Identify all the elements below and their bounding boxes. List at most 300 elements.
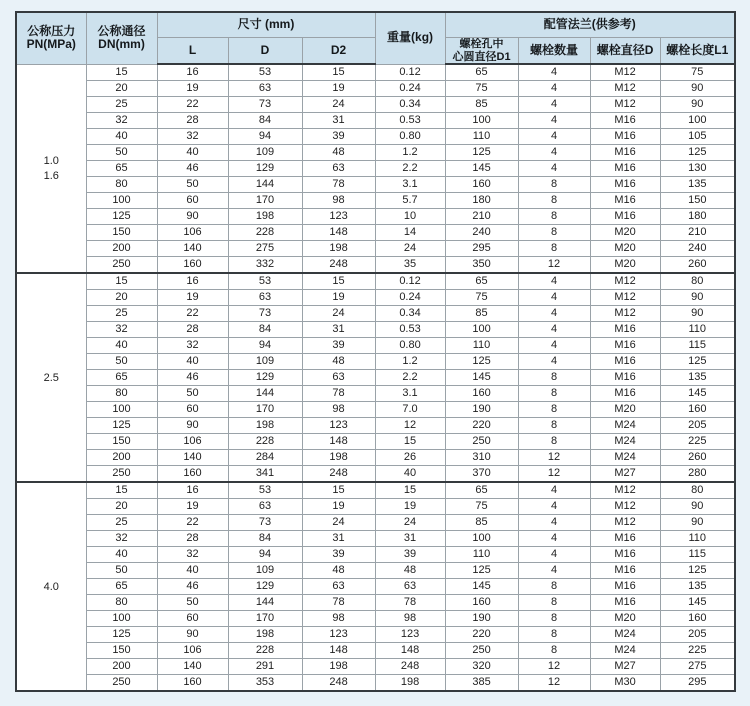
- cell-bolt-circle-d1: 75: [445, 81, 518, 97]
- cell-bolt-circle-d1: 160: [445, 177, 518, 193]
- cell-bolt-len: 135: [660, 177, 735, 193]
- cell-bolt-len: 280: [660, 466, 735, 483]
- cell-weight: 0.80: [375, 129, 445, 145]
- cell-bolt-dia: M12: [590, 499, 660, 515]
- cell-weight: 0.12: [375, 273, 445, 290]
- cell-d2: 63: [302, 579, 375, 595]
- col-header-weight: 重量(kg): [375, 12, 445, 64]
- col-group-flange: 配管法兰(供参考): [445, 12, 735, 38]
- cell-bolt-circle-d1: 320: [445, 659, 518, 675]
- cell-dn: 250: [86, 675, 157, 692]
- cell-weight: 5.7: [375, 193, 445, 209]
- cell-d: 144: [228, 177, 302, 193]
- cell-bolt-len: 145: [660, 386, 735, 402]
- cell-d: 228: [228, 434, 302, 450]
- cell-d2: 98: [302, 402, 375, 418]
- cell-d: 94: [228, 338, 302, 354]
- cell-bolt-qty: 12: [518, 466, 590, 483]
- cell-l: 28: [157, 322, 228, 338]
- cell-dn: 125: [86, 418, 157, 434]
- cell-bolt-len: 125: [660, 563, 735, 579]
- cell-bolt-dia: M12: [590, 515, 660, 531]
- cell-bolt-circle-d1: 350: [445, 257, 518, 274]
- cell-d: 170: [228, 193, 302, 209]
- pressure-group-cell: [16, 482, 86, 691]
- cell-bolt-dia: M24: [590, 450, 660, 466]
- cell-bolt-qty: 12: [518, 450, 590, 466]
- cell-d: 53: [228, 482, 302, 499]
- cell-bolt-dia: M12: [590, 97, 660, 113]
- cell-dn: 15: [86, 64, 157, 81]
- cell-weight: 0.12: [375, 64, 445, 81]
- cell-bolt-qty: 8: [518, 177, 590, 193]
- cell-d2: 24: [302, 515, 375, 531]
- table-row: [16, 531, 735, 547]
- col-header-d: D: [228, 38, 302, 65]
- cell-dn: 200: [86, 450, 157, 466]
- cell-d2: 48: [302, 563, 375, 579]
- cell-bolt-circle-d1: 220: [445, 418, 518, 434]
- cell-l: 16: [157, 273, 228, 290]
- col-header-bolt-circle-d1-line1: 螺栓孔中: [459, 38, 504, 50]
- cell-weight: 40: [375, 466, 445, 483]
- cell-weight: 0.53: [375, 113, 445, 129]
- cell-bolt-dia: M24: [590, 627, 660, 643]
- col-header-l: L: [157, 38, 228, 65]
- table-row: [16, 97, 735, 113]
- cell-bolt-circle-d1: 100: [445, 113, 518, 129]
- cell-weight: 2.2: [375, 161, 445, 177]
- table-row: [16, 482, 735, 499]
- cell-weight: 10: [375, 209, 445, 225]
- cell-bolt-circle-d1: 250: [445, 434, 518, 450]
- cell-dn: 32: [86, 531, 157, 547]
- cell-bolt-circle-d1: 145: [445, 370, 518, 386]
- cell-bolt-dia: M12: [590, 290, 660, 306]
- cell-bolt-circle-d1: 370: [445, 466, 518, 483]
- cell-l: 46: [157, 579, 228, 595]
- cell-bolt-qty: 4: [518, 547, 590, 563]
- cell-l: 22: [157, 306, 228, 322]
- cell-d: 63: [228, 499, 302, 515]
- cell-dn: 32: [86, 322, 157, 338]
- cell-bolt-circle-d1: 250: [445, 643, 518, 659]
- pressure-value: 4.0: [43, 580, 59, 593]
- cell-bolt-dia: M24: [590, 434, 660, 450]
- cell-weight: 24: [375, 515, 445, 531]
- cell-dn: 80: [86, 595, 157, 611]
- cell-bolt-circle-d1: 310: [445, 450, 518, 466]
- cell-bolt-len: 210: [660, 225, 735, 241]
- table-row: [16, 627, 735, 643]
- cell-d: 129: [228, 161, 302, 177]
- cell-d: 129: [228, 370, 302, 386]
- cell-dn: 125: [86, 209, 157, 225]
- cell-bolt-qty: 4: [518, 290, 590, 306]
- pressure-value: 1.6: [43, 169, 59, 182]
- cell-d: 63: [228, 290, 302, 306]
- cell-bolt-dia: M20: [590, 241, 660, 257]
- cell-weight: 123: [375, 627, 445, 643]
- cell-bolt-len: 125: [660, 354, 735, 370]
- cell-dn: 80: [86, 386, 157, 402]
- cell-dn: 200: [86, 659, 157, 675]
- cell-d: 84: [228, 322, 302, 338]
- cell-bolt-len: 90: [660, 306, 735, 322]
- cell-bolt-dia: M16: [590, 177, 660, 193]
- cell-dn: 50: [86, 354, 157, 370]
- cell-d2: 15: [302, 482, 375, 499]
- cell-d2: 19: [302, 290, 375, 306]
- cell-bolt-len: 150: [660, 193, 735, 209]
- table-row: [16, 322, 735, 338]
- cell-bolt-dia: M27: [590, 659, 660, 675]
- table-row: [16, 659, 735, 675]
- table-row: [16, 547, 735, 563]
- cell-bolt-len: 125: [660, 145, 735, 161]
- cell-bolt-len: 80: [660, 273, 735, 290]
- cell-bolt-len: 90: [660, 515, 735, 531]
- cell-d2: 48: [302, 145, 375, 161]
- table-row: [16, 611, 735, 627]
- cell-d2: 198: [302, 241, 375, 257]
- cell-dn: 40: [86, 547, 157, 563]
- cell-l: 106: [157, 434, 228, 450]
- table-row: [16, 402, 735, 418]
- cell-d: 228: [228, 643, 302, 659]
- cell-l: 46: [157, 370, 228, 386]
- cell-d: 144: [228, 386, 302, 402]
- cell-weight: 78: [375, 595, 445, 611]
- cell-bolt-circle-d1: 220: [445, 627, 518, 643]
- cell-bolt-circle-d1: 145: [445, 579, 518, 595]
- cell-bolt-qty: 4: [518, 563, 590, 579]
- cell-l: 40: [157, 145, 228, 161]
- table-row: [16, 241, 735, 257]
- cell-l: 19: [157, 290, 228, 306]
- cell-bolt-circle-d1: 75: [445, 290, 518, 306]
- cell-dn: 20: [86, 499, 157, 515]
- cell-bolt-qty: 4: [518, 531, 590, 547]
- cell-l: 28: [157, 113, 228, 129]
- cell-weight: 15: [375, 482, 445, 499]
- cell-l: 32: [157, 129, 228, 145]
- cell-bolt-qty: 4: [518, 499, 590, 515]
- cell-bolt-qty: 8: [518, 402, 590, 418]
- cell-bolt-dia: M16: [590, 386, 660, 402]
- col-header-diameter: [86, 12, 157, 64]
- cell-l: 22: [157, 97, 228, 113]
- cell-d: 73: [228, 97, 302, 113]
- cell-d2: 48: [302, 354, 375, 370]
- table-row: [16, 161, 735, 177]
- cell-bolt-qty: 4: [518, 161, 590, 177]
- cell-bolt-qty: 4: [518, 338, 590, 354]
- cell-bolt-dia: M16: [590, 354, 660, 370]
- cell-bolt-dia: M16: [590, 370, 660, 386]
- cell-bolt-dia: M30: [590, 675, 660, 692]
- cell-dn: 150: [86, 434, 157, 450]
- cell-d: 275: [228, 241, 302, 257]
- cell-bolt-dia: M16: [590, 161, 660, 177]
- cell-d2: 63: [302, 370, 375, 386]
- cell-l: 50: [157, 386, 228, 402]
- cell-bolt-len: 90: [660, 499, 735, 515]
- cell-bolt-qty: 4: [518, 64, 590, 81]
- cell-weight: 24: [375, 241, 445, 257]
- cell-bolt-circle-d1: 65: [445, 482, 518, 499]
- cell-d: 84: [228, 531, 302, 547]
- cell-bolt-circle-d1: 240: [445, 225, 518, 241]
- cell-l: 32: [157, 547, 228, 563]
- pressure-value: 2.5: [43, 371, 59, 384]
- cell-bolt-len: 90: [660, 290, 735, 306]
- table-row: [16, 515, 735, 531]
- cell-weight: 148: [375, 643, 445, 659]
- cell-d2: 198: [302, 450, 375, 466]
- cell-bolt-qty: 8: [518, 611, 590, 627]
- cell-dn: 100: [86, 611, 157, 627]
- cell-bolt-circle-d1: 75: [445, 499, 518, 515]
- table-row: [16, 563, 735, 579]
- cell-weight: 0.24: [375, 81, 445, 97]
- cell-dn: 25: [86, 306, 157, 322]
- cell-d: 63: [228, 81, 302, 97]
- cell-d2: 98: [302, 193, 375, 209]
- cell-bolt-len: 225: [660, 643, 735, 659]
- cell-d2: 78: [302, 595, 375, 611]
- cell-l: 50: [157, 177, 228, 193]
- cell-bolt-dia: M16: [590, 579, 660, 595]
- cell-l: 140: [157, 450, 228, 466]
- cell-bolt-len: 275: [660, 659, 735, 675]
- table-row: [16, 386, 735, 402]
- col-header-d2: D2: [302, 38, 375, 65]
- cell-d2: 31: [302, 113, 375, 129]
- cell-l: 60: [157, 611, 228, 627]
- cell-bolt-circle-d1: 180: [445, 193, 518, 209]
- cell-bolt-len: 100: [660, 113, 735, 129]
- cell-l: 50: [157, 595, 228, 611]
- cell-bolt-len: 135: [660, 579, 735, 595]
- cell-d2: 148: [302, 434, 375, 450]
- cell-bolt-circle-d1: 110: [445, 129, 518, 145]
- cell-bolt-dia: M16: [590, 595, 660, 611]
- table-row: [16, 466, 735, 483]
- cell-bolt-circle-d1: 190: [445, 402, 518, 418]
- cell-bolt-dia: M16: [590, 209, 660, 225]
- table-row: [16, 338, 735, 354]
- cell-bolt-dia: M16: [590, 113, 660, 129]
- cell-bolt-qty: 4: [518, 322, 590, 338]
- cell-bolt-qty: 8: [518, 643, 590, 659]
- cell-bolt-len: 160: [660, 402, 735, 418]
- cell-d2: 24: [302, 306, 375, 322]
- col-header-pressure: [16, 12, 86, 64]
- cell-dn: 65: [86, 579, 157, 595]
- cell-bolt-qty: 8: [518, 241, 590, 257]
- cell-bolt-len: 80: [660, 482, 735, 499]
- cell-bolt-circle-d1: 295: [445, 241, 518, 257]
- cell-d: 53: [228, 64, 302, 81]
- col-header-bolt-len: 螺栓长度L1: [660, 38, 735, 65]
- col-header-diameter-unit: DN(mm): [98, 37, 145, 52]
- col-group-size: 尺寸 (mm): [157, 12, 375, 38]
- cell-bolt-len: 115: [660, 547, 735, 563]
- cell-d2: 248: [302, 257, 375, 274]
- cell-l: 160: [157, 675, 228, 692]
- cell-bolt-qty: 8: [518, 225, 590, 241]
- cell-bolt-len: 115: [660, 338, 735, 354]
- cell-l: 40: [157, 354, 228, 370]
- cell-dn: 50: [86, 563, 157, 579]
- col-header-bolt-circle-d1: [445, 38, 518, 65]
- col-header-pressure-cn: 公称压力: [27, 23, 76, 38]
- cell-dn: 250: [86, 466, 157, 483]
- cell-dn: 100: [86, 193, 157, 209]
- cell-bolt-qty: 8: [518, 418, 590, 434]
- cell-d: 94: [228, 547, 302, 563]
- cell-d2: 39: [302, 129, 375, 145]
- cell-d2: 19: [302, 499, 375, 515]
- cell-bolt-circle-d1: 385: [445, 675, 518, 692]
- cell-dn: 150: [86, 643, 157, 659]
- cell-d: 198: [228, 627, 302, 643]
- cell-weight: 0.34: [375, 306, 445, 322]
- cell-d: 170: [228, 611, 302, 627]
- cell-bolt-qty: 8: [518, 386, 590, 402]
- cell-d: 109: [228, 145, 302, 161]
- cell-weight: 12: [375, 418, 445, 434]
- cell-bolt-qty: 4: [518, 273, 590, 290]
- cell-dn: 250: [86, 257, 157, 274]
- cell-bolt-len: 110: [660, 322, 735, 338]
- cell-bolt-dia: M12: [590, 273, 660, 290]
- cell-bolt-circle-d1: 65: [445, 273, 518, 290]
- cell-weight: 0.24: [375, 290, 445, 306]
- cell-bolt-dia: M20: [590, 402, 660, 418]
- cell-weight: 39: [375, 547, 445, 563]
- col-header-bolt-dia: 螺栓直径D: [590, 38, 660, 65]
- cell-bolt-circle-d1: 160: [445, 595, 518, 611]
- cell-d2: 198: [302, 659, 375, 675]
- cell-bolt-qty: 4: [518, 97, 590, 113]
- cell-bolt-qty: 4: [518, 306, 590, 322]
- cell-dn: 50: [86, 145, 157, 161]
- table-row: [16, 209, 735, 225]
- cell-d2: 148: [302, 643, 375, 659]
- cell-bolt-len: 130: [660, 161, 735, 177]
- cell-d2: 19: [302, 81, 375, 97]
- cell-bolt-dia: M12: [590, 482, 660, 499]
- cell-dn: 15: [86, 273, 157, 290]
- cell-d2: 123: [302, 627, 375, 643]
- cell-weight: 63: [375, 579, 445, 595]
- table-row: [16, 257, 735, 274]
- cell-weight: 14: [375, 225, 445, 241]
- cell-l: 140: [157, 241, 228, 257]
- cell-bolt-len: 75: [660, 64, 735, 81]
- cell-d2: 78: [302, 386, 375, 402]
- cell-bolt-len: 90: [660, 81, 735, 97]
- cell-bolt-circle-d1: 100: [445, 322, 518, 338]
- cell-l: 19: [157, 81, 228, 97]
- spec-table: [15, 11, 736, 692]
- cell-d2: 123: [302, 418, 375, 434]
- cell-d: 198: [228, 418, 302, 434]
- cell-bolt-dia: M20: [590, 611, 660, 627]
- cell-bolt-dia: M16: [590, 563, 660, 579]
- cell-d2: 15: [302, 64, 375, 81]
- cell-bolt-len: 260: [660, 450, 735, 466]
- cell-d: 73: [228, 306, 302, 322]
- cell-l: 106: [157, 225, 228, 241]
- cell-bolt-circle-d1: 190: [445, 611, 518, 627]
- cell-l: 16: [157, 482, 228, 499]
- cell-bolt-qty: 8: [518, 370, 590, 386]
- cell-weight: 3.1: [375, 177, 445, 193]
- cell-bolt-circle-d1: 85: [445, 515, 518, 531]
- cell-dn: 25: [86, 97, 157, 113]
- cell-l: 22: [157, 515, 228, 531]
- table-row: [16, 225, 735, 241]
- cell-bolt-dia: M16: [590, 322, 660, 338]
- cell-d: 291: [228, 659, 302, 675]
- cell-dn: 15: [86, 482, 157, 499]
- cell-bolt-qty: 8: [518, 193, 590, 209]
- cell-l: 106: [157, 643, 228, 659]
- cell-weight: 26: [375, 450, 445, 466]
- table-row: [16, 290, 735, 306]
- cell-weight: 0.53: [375, 322, 445, 338]
- cell-bolt-len: 225: [660, 434, 735, 450]
- cell-bolt-len: 145: [660, 595, 735, 611]
- table-row: [16, 354, 735, 370]
- cell-bolt-circle-d1: 110: [445, 338, 518, 354]
- cell-l: 28: [157, 531, 228, 547]
- spec-table-body: [16, 64, 735, 691]
- cell-d: 53: [228, 273, 302, 290]
- cell-bolt-qty: 4: [518, 81, 590, 97]
- cell-bolt-qty: 8: [518, 627, 590, 643]
- cell-dn: 20: [86, 81, 157, 97]
- cell-bolt-qty: 8: [518, 595, 590, 611]
- cell-bolt-circle-d1: 125: [445, 145, 518, 161]
- cell-bolt-len: 135: [660, 370, 735, 386]
- cell-l: 90: [157, 209, 228, 225]
- col-header-bolt-circle-d1-line2: 心圆直径D1: [452, 50, 511, 63]
- cell-bolt-circle-d1: 125: [445, 563, 518, 579]
- cell-weight: 1.2: [375, 354, 445, 370]
- cell-bolt-len: 180: [660, 209, 735, 225]
- cell-d2: 39: [302, 338, 375, 354]
- cell-weight: 248: [375, 659, 445, 675]
- table-row: [16, 418, 735, 434]
- cell-dn: 80: [86, 177, 157, 193]
- cell-weight: 3.1: [375, 386, 445, 402]
- cell-dn: 100: [86, 402, 157, 418]
- cell-bolt-qty: 4: [518, 482, 590, 499]
- cell-bolt-circle-d1: 100: [445, 531, 518, 547]
- cell-d: 109: [228, 354, 302, 370]
- cell-l: 46: [157, 161, 228, 177]
- cell-l: 19: [157, 499, 228, 515]
- header-row-top: [16, 12, 735, 38]
- cell-dn: 40: [86, 129, 157, 145]
- cell-l: 90: [157, 627, 228, 643]
- cell-dn: 125: [86, 627, 157, 643]
- cell-l: 160: [157, 466, 228, 483]
